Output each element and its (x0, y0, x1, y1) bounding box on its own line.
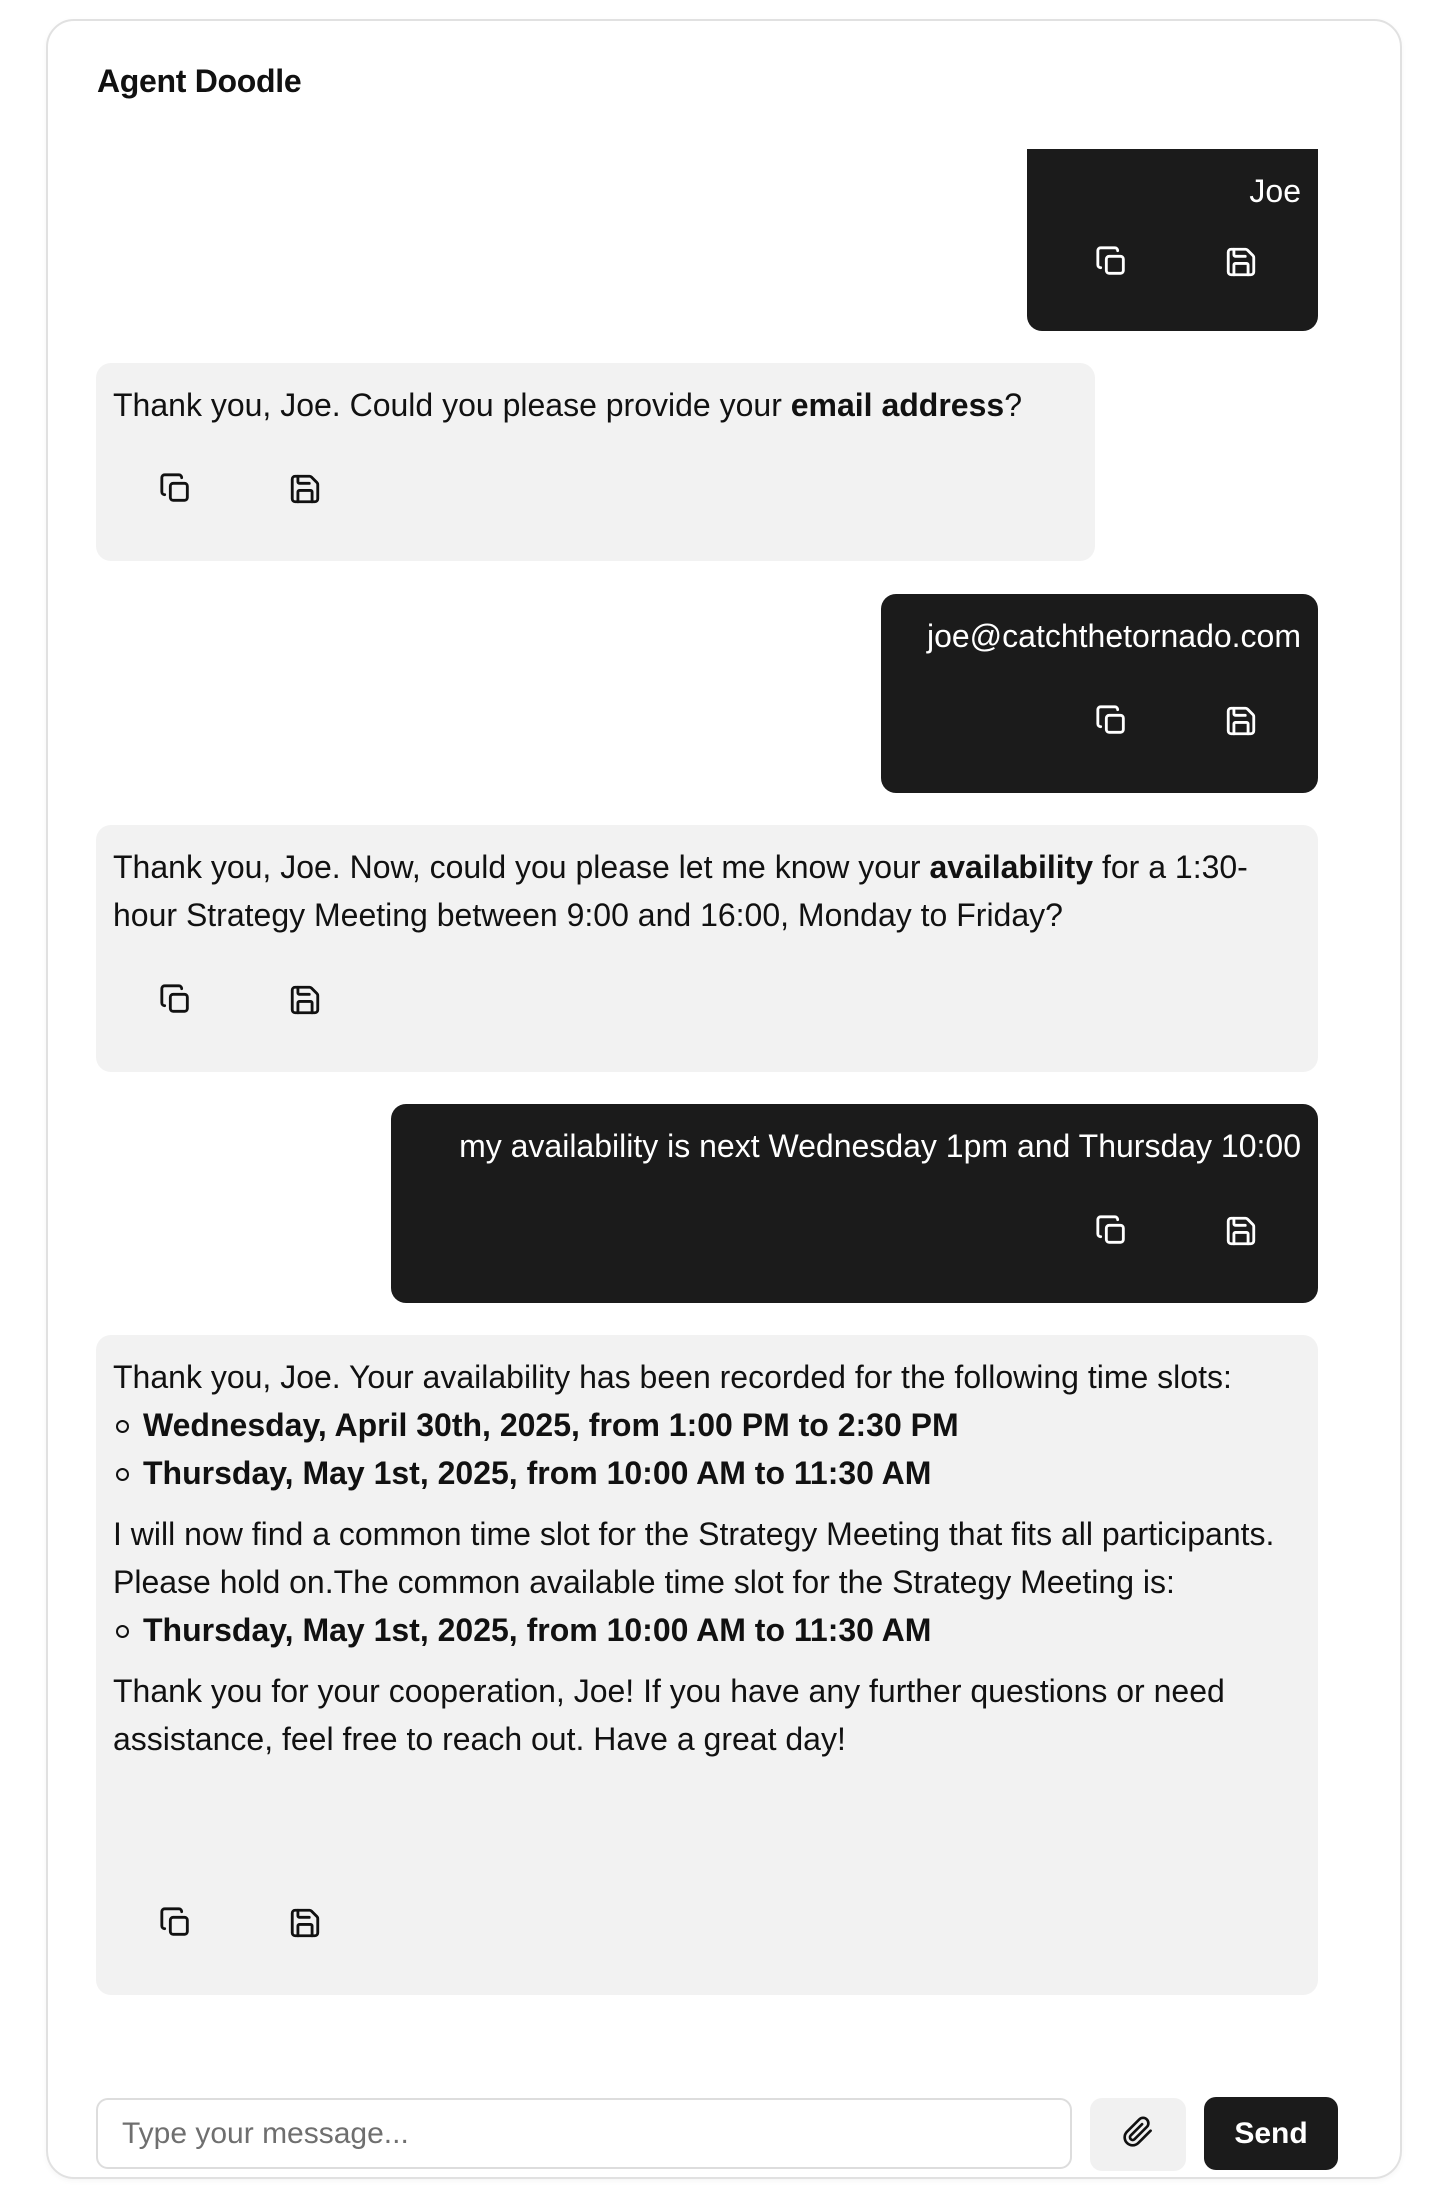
copy-icon[interactable] (158, 1905, 194, 1941)
chat-panel (46, 19, 1402, 2179)
availability-list (113, 1401, 1301, 1497)
copy-icon[interactable] (158, 982, 194, 1018)
message-text: joe@catchthetornado.com (926, 618, 1301, 654)
message-intro: Thank you, Joe. Your availability has been recorded for the following time slots: (113, 1359, 1232, 1395)
list-item: Thursday, May 1st, 2025, from 10:00 AM to 11:30 AM (113, 1449, 1301, 1497)
user-message (1027, 149, 1318, 331)
save-icon[interactable] (287, 471, 323, 507)
message-text: Thank you, Joe. Could you please provide your email address? (113, 387, 1022, 423)
list-item: Thursday, May 1st, 2025, from 10:00 AM to 11:30 AM (113, 1606, 1301, 1654)
save-icon[interactable] (287, 1905, 323, 1941)
copy-icon[interactable] (1094, 703, 1130, 739)
save-icon[interactable] (1223, 703, 1259, 739)
send-button[interactable]: Send (1204, 2097, 1338, 2170)
save-icon[interactable] (1223, 1213, 1259, 1249)
user-message (391, 1104, 1318, 1303)
message-text: Thank you, Joe. Now, could you please let me know your availability for a 1:30-hour Strategy Meeting between 9:00 and 16:00, Monday to Friday? (113, 849, 1248, 933)
copy-icon[interactable] (1094, 244, 1130, 280)
attach-button[interactable] (1090, 2098, 1186, 2171)
agent-message (96, 363, 1095, 561)
message-input[interactable] (98, 2100, 1070, 2167)
agent-message (96, 1335, 1318, 1995)
common-slot-list (113, 1606, 1301, 1654)
message-actions (96, 982, 396, 1022)
copy-icon[interactable] (158, 471, 194, 507)
message-actions (881, 703, 1318, 743)
user-message (881, 594, 1318, 793)
message-actions (1027, 244, 1318, 284)
list-item: Wednesday, April 30th, 2025, from 1:00 PM to 2:30 PM (113, 1401, 1301, 1449)
message-text: Joe (1249, 173, 1301, 209)
app-title: Agent Doodle (97, 63, 302, 99)
message-actions (96, 1905, 396, 1945)
message-closing: Thank you for your cooperation, Joe! If you have any further questions or need assistance, feel free to reach out. Have a great day! (113, 1673, 1225, 1757)
copy-icon[interactable] (1094, 1213, 1130, 1249)
message-actions (96, 471, 396, 511)
save-icon[interactable] (1223, 244, 1259, 280)
message-text: my availability is next Wednesday 1pm and Thursday 10:00 (459, 1128, 1301, 1164)
paperclip-icon (1122, 2116, 1154, 2153)
message-middle: I will now find a common time slot for the Strategy Meeting that fits all participants. Please hold on.The common available time slot for the Strategy Meeting is: (113, 1516, 1275, 1600)
save-icon[interactable] (287, 982, 323, 1018)
message-input-wrapper (96, 2098, 1072, 2169)
message-actions (391, 1213, 1318, 1253)
agent-message (96, 825, 1318, 1072)
